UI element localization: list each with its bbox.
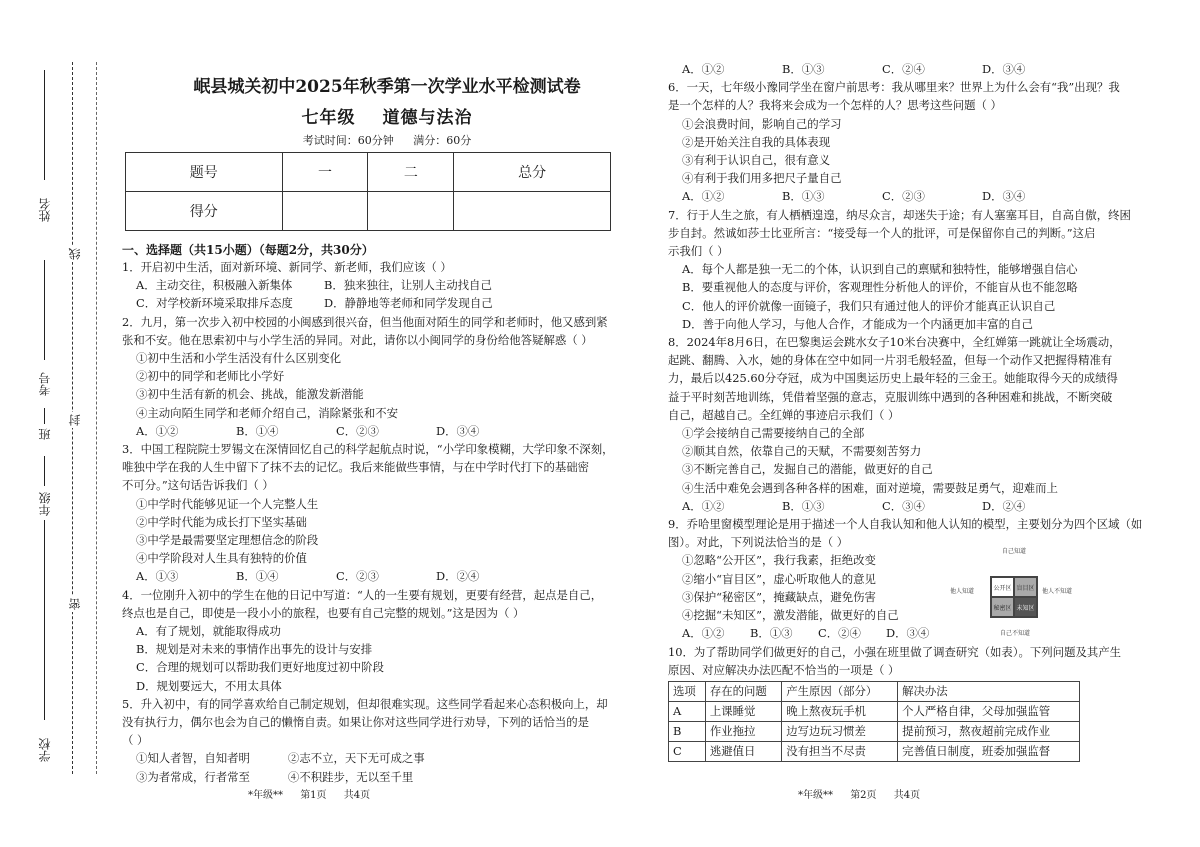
question-6-item: ③有利于认识自己，很有意义	[682, 153, 831, 168]
question-9-stem: 图）。对此，下列说法恰当的是（ ）	[668, 535, 849, 550]
option: D．②④	[982, 498, 1026, 513]
option: A．①②	[682, 626, 725, 641]
question-3-stem: 不可分。”这句话告诉我们（ ）	[122, 478, 274, 493]
option: A．①②	[682, 498, 725, 513]
question-2-item: ①初中生活和小学生活没有什么区别变化	[136, 351, 342, 366]
right-column	[668, 60, 1168, 762]
table-row	[669, 721, 1080, 741]
question-8-item: ④生活中难免会遇到各种各样的困难，面对逆境，需要鼓足勇气，迎难而上	[682, 480, 1058, 495]
footer-total: 共4页	[893, 790, 921, 801]
option: B．①③	[782, 62, 825, 76]
school-label: 学校	[38, 738, 52, 762]
question-7-stem: 步自封。然诚如莎士比亚所言：“接受每一个人的批评，可是保留你自己的判断。”这启	[668, 225, 1096, 240]
question-4-option: B．规划是对未来的事情作出事先的设计与安排	[136, 642, 373, 657]
footer-page: 第1页	[300, 790, 327, 801]
table-header: 产生原因（部分）	[782, 681, 898, 701]
seal-word-seal: 封	[68, 414, 82, 426]
question-6-item: ②是开始关注自我的具体表现	[682, 134, 831, 149]
score-entry[interactable]	[282, 192, 368, 231]
johari-right-label: 他人不知道	[1042, 588, 1073, 595]
johari-grid	[990, 576, 1038, 618]
question-3-item: ③中学是最需要坚定理想信念的阶段	[136, 533, 319, 548]
exam-time: 考试时间：60分钟	[302, 134, 394, 147]
question-2-options-row	[122, 422, 652, 440]
score-cell: 题号	[126, 153, 283, 192]
question-2-item: ③初中生活有新的机会、挑战，能激发新潜能	[136, 387, 364, 402]
class-underline	[44, 408, 45, 424]
question-8-stem: 力，最后以425.60分夺冠，成为中国奥运历史上最年轻的三金王。她能取得今天的成绩得	[668, 371, 1118, 386]
question-6-item: ①会浪费时间，影响自己的学习	[682, 116, 842, 131]
option-item: ②志不立，天下无可成之事	[287, 751, 425, 766]
option: D．静静地等老师和同学发现自己	[324, 296, 493, 311]
option: D．②④	[436, 569, 480, 584]
question-7-option: C．他人的评价就像一面镜子，我们只有通过他人的评价才能真正认识自己	[682, 298, 1056, 313]
question-8-stem: 益于平时刻苦地训练，凭借着坚强的意志，克服训练中遇到的各种困难和挑战，不断突破	[668, 389, 1113, 404]
option: B．①③	[782, 189, 825, 204]
question-2-stem: 2．九月，第一次步入初中校园的小闽感到很兴奋，但当他面对陌生的同学和老师时，他又感到紧	[122, 314, 608, 329]
exam-title: 岷县城关初中2025年秋季第一次学业水平检测试卷	[193, 77, 581, 97]
question-8-item: ②顺其自然，依靠自己的天赋，不需要刻苦努力	[682, 444, 922, 459]
table-cell: A	[669, 701, 706, 721]
question-7-option: D．善于向他人学习，与他人合作，才能成为一个内涵更加丰富的自己	[682, 316, 1033, 331]
question-3-stem: 3．中国工程院院士罗锡文在深情回忆自己的科学起航点时说，“小学印象模糊，大学印象不深刻，	[122, 442, 614, 457]
binding-margin	[0, 0, 110, 847]
footer-grade: *年级**	[248, 790, 283, 801]
table-row	[669, 741, 1080, 761]
option-item: ④不积跬步，无以至千里	[287, 769, 414, 784]
score-table	[125, 152, 611, 231]
option: B．①③	[782, 498, 825, 513]
table-cell: 完善值日制度，班委加强监督	[898, 741, 1080, 761]
question-7-stem: 7．行于人生之旅，有人栖栖遑遑，纳尽众言，却迷失于途；有人塞塞耳目，自高自傲，终困	[668, 207, 1131, 222]
class-label: 班	[38, 428, 52, 440]
johari-window-diagram	[950, 540, 1080, 640]
johari-blind-area: 盲目区	[1014, 577, 1037, 597]
option: C．②④	[882, 62, 925, 76]
question-2-stem: 张和不安。他在思索初中与小学生活的异同。对此，请你以小闽同学的身份给他答疑解惑（ ）	[122, 332, 593, 347]
score-table-row	[126, 153, 611, 192]
question-9-item: ①忽略“公开区”，我行我素，拒绝改变	[682, 553, 876, 568]
question-4-option: D．规划要远大，不用太具体	[136, 678, 282, 693]
option: A．①②	[136, 423, 179, 438]
page-footer-left	[248, 786, 384, 801]
question-3-stem: 唯独中学在我的人生中留下了抹不去的记忆。我后来能做些事情，与在中学时代打下的基础密	[122, 460, 590, 475]
option: C．②④	[818, 626, 861, 641]
question-8-stem: 自己，超越自己。全红婵的事迹启示我们（ ）	[668, 407, 900, 422]
score-entry[interactable]	[368, 192, 454, 231]
question-7-option: B．要重视他人的态度与评价，客观理性分析他人的评价，不能盲从也不能忽略	[682, 280, 1078, 295]
left-column	[122, 60, 652, 786]
question-6-options-row	[668, 187, 1168, 205]
score-cell: 得分	[126, 192, 283, 231]
question-8-item: ③不断完善自己，发掘自己的潜能，做更好的自己	[682, 462, 933, 477]
table-cell: 作业拖拉	[705, 721, 781, 741]
question-9-options-row	[668, 624, 982, 642]
table-cell: C	[669, 741, 706, 761]
exam-subtitle	[122, 103, 652, 128]
section-heading: 一、选择题（共15小题）（每题2分，共30分）	[122, 243, 374, 257]
question-4-stem: 终点也是自己，即使是一段小小的旅程，也要有自己完整的规划。”这是因为（ ）	[122, 605, 525, 620]
johari-left-label: 他人知道	[950, 588, 975, 595]
question-9-item: ④挖掘“未知区”，激发潜能，做更好的自己	[682, 608, 899, 623]
footer-page: 第2页	[850, 790, 877, 801]
johari-bottom-label: 自己不知道	[1000, 630, 1031, 637]
question-5-stem: 5．升入初中，有的同学喜欢给自己制定规划，但却很难实现。这些同学看起来心态积极向上，却	[122, 696, 608, 711]
question-4-stem: 4．一位刚升入初中的学生在他的日记中写道：“人的一生要有规划，更要有经营，起点是自己，	[122, 587, 603, 602]
question-9-item: ②缩小“盲目区”，虚心听取他人的意见	[682, 571, 876, 586]
table-row	[669, 701, 1080, 721]
question-7-option: A．每个人都是独一无二的个体，认识到自己的禀赋和独特性，能够增强自信心	[682, 262, 1078, 277]
option: B．①④	[236, 423, 279, 438]
grade-text: 七年级	[301, 108, 356, 128]
table-cell: 晚上熬夜玩手机	[782, 701, 898, 721]
question-5-items-row	[122, 749, 652, 767]
table-header: 选项	[669, 681, 706, 701]
name-label: 姓名	[38, 198, 52, 222]
option: D．③④	[886, 626, 930, 641]
question-8-stem: 8．2024年8月6日，在巴黎奥运会跳水女子10米台决赛中，全红婵第一跳就让全场震动，	[668, 335, 1121, 350]
johari-top-label: 自己知道	[1002, 548, 1027, 555]
seal-line-inner	[96, 62, 97, 774]
question-3-item: ①中学时代能够见证一个人完整人生	[136, 496, 319, 511]
question-8-options-row	[668, 497, 1168, 515]
table-header: 存在的问题	[705, 681, 781, 701]
exam-no-underline	[44, 260, 45, 360]
question-6-stem: 是一个怎样的人？我将来会成为一个怎样的人？思考这些问题（ ）	[668, 98, 1002, 113]
option-item: ③为者常成，行者常至	[136, 769, 250, 784]
full-marks: 满分：60分	[413, 134, 472, 147]
score-cell: 一	[282, 153, 368, 192]
johari-unknown-area: 未知区	[1014, 597, 1037, 617]
name-underline	[44, 70, 45, 180]
question-1-options-row	[122, 294, 652, 312]
question-1-options-row	[122, 276, 652, 294]
question-2-item: ④主动向陌生同学和老师介绍自己，消除紧张和不安	[136, 405, 398, 420]
school-underline	[44, 520, 45, 720]
option: B．独来独往，让别人主动找自己	[324, 278, 492, 293]
option: A．①②	[682, 189, 725, 204]
table-cell: 没有担当不尽责	[782, 741, 898, 761]
table-cell: 逃避值日	[705, 741, 781, 761]
option: B．①④	[236, 569, 279, 584]
question-1-stem: 1．开启初中生活，面对新环境、新同学、新老师，我们应该（ ）	[122, 260, 452, 274]
question-9-item: ③保护“秘密区”，掩藏缺点，避免伤害	[682, 589, 876, 604]
score-table-row	[126, 192, 611, 231]
question-10-stem: 10．为了帮助同学们做更好的自己，小强在班里做了调查研究（如表）。下列问题及其产生	[668, 644, 1122, 659]
question-5-items-row	[122, 768, 652, 786]
table-cell: 提前预习，熬夜超前完成作业	[898, 721, 1080, 741]
option: C．③④	[882, 498, 925, 513]
option: A．①③	[136, 569, 179, 584]
table-cell: 上课睡觉	[705, 701, 781, 721]
johari-open-area: 公开区	[991, 577, 1014, 597]
exam-meta	[122, 132, 652, 148]
question-8-stem: 起跳、翻腾、入水，她的身体在空中如同一片羽毛般轻盈，但每一个动作又把握得精准有	[668, 353, 1113, 368]
question-9-stem: 9．乔哈里窗模型理论是用于描述一个人自我认知和他人认知的模型，主要划分为四个区域（如	[668, 517, 1143, 532]
option: C．②③	[336, 569, 379, 584]
option: A．①②	[682, 62, 725, 76]
table-header: 解决办法	[898, 681, 1080, 701]
question-8-item: ①学会接纳自己需要接纳自己的全部	[682, 426, 865, 441]
question-10-stem: 原因、对应解决办法匹配不恰当的一项是（ ）	[668, 662, 900, 677]
footer-grade: *年级**	[798, 790, 833, 801]
question-4-option: C．合理的规划可以帮助我们更好地度过初中阶段	[136, 660, 384, 675]
table-cell: 边写边玩习惯差	[782, 721, 898, 741]
question-3-item: ②中学时代能为成长打下坚实基础	[136, 514, 307, 529]
table-cell: 个人严格自律，父母加强监管	[898, 701, 1080, 721]
q10-table	[668, 681, 1080, 762]
option-item: ①知人者智，自知者明	[136, 751, 250, 766]
footer-total: 共4页	[343, 790, 371, 801]
score-cell: 总分	[454, 153, 611, 192]
option: D．③④	[436, 423, 480, 438]
option: C．②③	[336, 423, 379, 438]
question-5-options-row	[668, 60, 1168, 78]
question-5-stem: 没有执行力，偶尔也会为自己的懒惰自责。如果让你对这些同学进行劝导，下列的话恰当的是	[122, 715, 590, 730]
option: A．主动交往，积极融入新集体	[136, 278, 293, 293]
question-6-item: ④有利于我们用多把尺子量自己	[682, 171, 842, 186]
johari-hidden-area: 秘密区	[991, 597, 1014, 617]
option: B．①③	[750, 626, 793, 641]
seal-word-secret: 密	[68, 598, 82, 610]
option: D．③④	[982, 62, 1026, 76]
score-entry[interactable]	[454, 192, 611, 231]
question-4-option: A．有了规划，就能取得成功	[136, 624, 281, 639]
question-5-stem: （ ）	[122, 733, 149, 748]
question-6-stem: 6．一天，七年级小豫同学坐在窗户前思考：我从哪里来？世界上为什么会有“我”出现？我	[668, 80, 1120, 95]
option: C．对学校新环境采取排斥态度	[136, 296, 293, 311]
question-2-item: ②初中的同学和老师比小学好	[136, 369, 285, 384]
grade-underline	[44, 456, 45, 486]
table-row	[669, 681, 1080, 701]
option: D．③④	[982, 189, 1026, 204]
table-cell: B	[669, 721, 706, 741]
exam-no-label: 考号	[38, 372, 52, 396]
page-footer-right	[798, 786, 934, 801]
subject-text: 道德与法治	[382, 108, 473, 128]
question-7-stem: 示我们（ ）	[668, 244, 729, 259]
question-3-options-row	[122, 567, 652, 585]
question-3-item: ④中学阶段对人生具有独特的价值	[136, 551, 307, 566]
grade-label: 年级	[38, 492, 52, 516]
option: C．②③	[882, 189, 925, 204]
seal-word-line: 线	[68, 248, 82, 260]
score-cell: 二	[368, 153, 454, 192]
